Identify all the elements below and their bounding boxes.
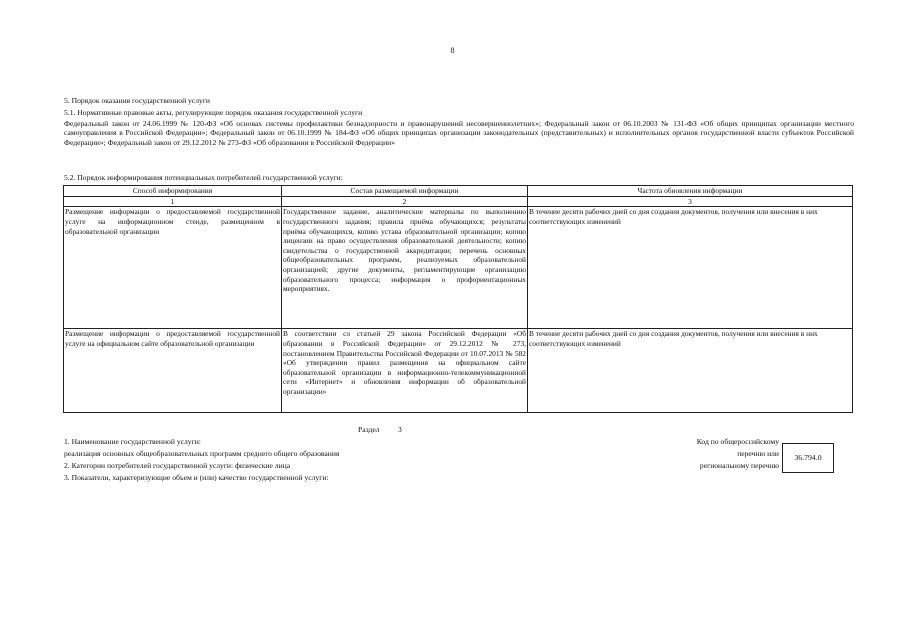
subsection-title: 5.2. Порядок информирования потенциальных потребителей государственной услуги: — [64, 173, 343, 182]
code-label-line-3: региональному перечню — [699, 461, 779, 470]
code-value: 36.794.0 — [794, 453, 822, 463]
table-header-cell: Способ информирования — [64, 186, 282, 197]
code-value-box — [782, 443, 834, 473]
table-row — [64, 329, 853, 413]
column-number: 2 — [282, 196, 528, 207]
code-label-line-2: перечню или — [737, 449, 779, 458]
page-number: 8 — [450, 46, 455, 55]
table-header-row — [64, 186, 853, 197]
content-cell: Государственное задание, аналитические материалы по выполнению государственного задания; правила приёма обучающихся; результаты приёма обучающихся, копию устава образовательной организации; копию лицензии на право осуществления образовательной деятельности; копию свидетельства о государственной аккредитации; перечень основных общеобразовательных программ, реализуемых образовательной организацией; другие документы, регламентирующие организацию образовательного процесса; информация о профориентационных мероприятиях. — [282, 207, 528, 329]
table-number-row — [64, 196, 853, 207]
column-number: 1 — [64, 196, 282, 207]
method-cell: Размещение информации о предоставляемой государственной услуге на официальном сайте образовательной организации — [64, 329, 282, 413]
service-item-3: 3. Показатели, характеризующие объем и (или) качество государственной услуги: — [64, 473, 329, 482]
table-header-cell: Состав размещаемой информации — [282, 186, 528, 197]
section-heading-number: 3 — [398, 425, 402, 434]
information-table — [63, 185, 853, 413]
section-title: 5. Порядок оказания государственной услуги — [64, 96, 210, 105]
method-cell: Размещение информации о предоставляемой государственной услуге на информационном стенде, размещенном в образовательной организации — [64, 207, 282, 329]
frequency-cell: В течение десяти рабочих дней со дня создания документов, получения или внесения в них соответствующих изменений — [528, 329, 853, 413]
frequency-cell: В течение десяти рабочих дней со дня создания документов, получения или внесения в них соответствующих изменений — [528, 207, 853, 329]
column-number: 3 — [528, 196, 853, 207]
content-cell: В соответствии со статьей 29 закона Российской Федерации «Об образовании в Российской Федерации» от 29.12.2012 № 273, постановлением Правительства Российской Федерации от 10.07.2013 № 582 «Об утверждении правил размещения на официальном сайте образовательной организации в информационно-телекоммуникационной сети «Интернет» и обновления информации об образовательной организации» — [282, 329, 528, 413]
section-heading-word: Раздел — [358, 425, 380, 434]
code-label-line-1: Код по общероссийскому — [696, 437, 779, 446]
service-item-1: 1. Наименование государственной услуги: — [64, 437, 201, 446]
service-item-2: 2. Категории потребителей государственной услуги: физические лица — [64, 461, 291, 470]
laws-text: Федеральный закон от 24.06.1999 № 120-ФЗ «Об основах системы профилактики безнадзорности и правонарушений несовершеннолетних»; Федеральный закон от 06.10.2003 № 131-ФЗ «Об общих принципах организации местного самоуправления в Российской Федерации»; Федеральный закон от 06.10.1999 № 184-ФЗ «Об общих принципах организации законодательных (представительных) и исполнительных органов государственной власти субъектов Российской Федерации»; Федеральный закон от 29.12.2012 № 273-ФЗ «Об образовании в Российской Федерации» — [64, 119, 854, 147]
table-row — [64, 207, 853, 329]
table-header-cell: Частота обновления информации — [528, 186, 853, 197]
subsection-title: 5.1. Нормативные правовые акты, регулирующие порядок оказания государственной услуги — [64, 108, 363, 117]
service-name: реализация основных общеобразовательных программ среднего общего образования — [64, 449, 340, 458]
